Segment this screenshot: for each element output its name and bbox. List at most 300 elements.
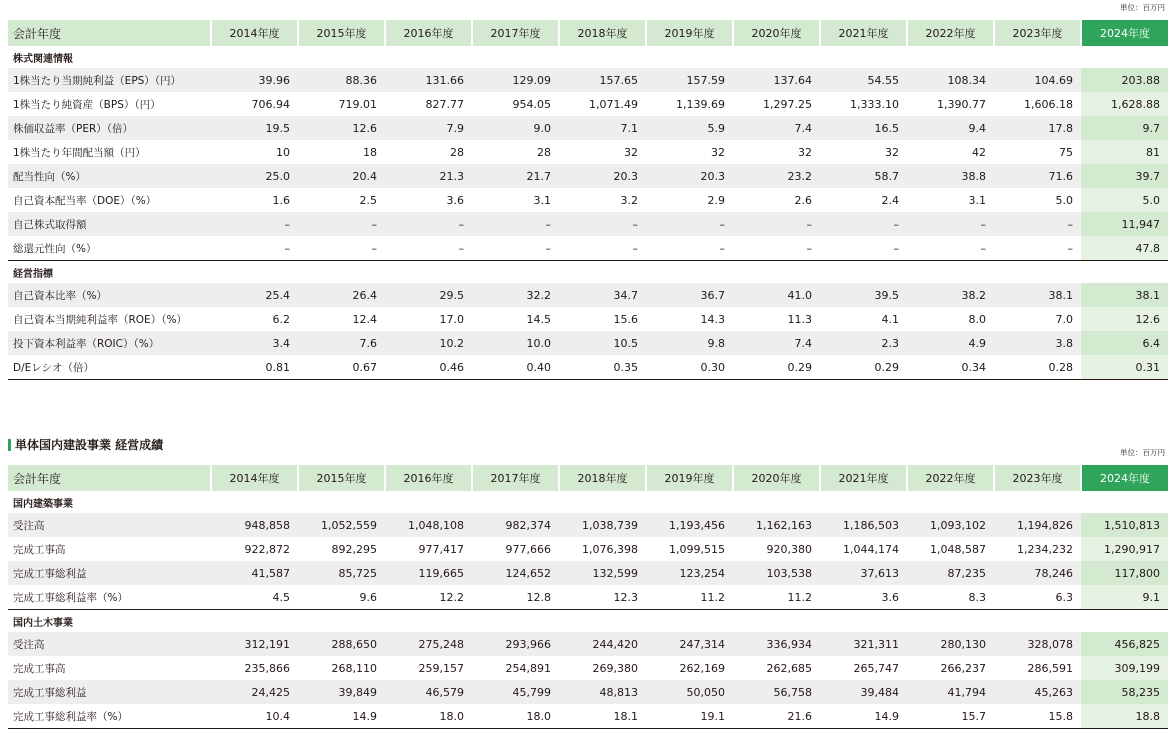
- value-cell: 954.05: [512, 97, 551, 111]
- value-cell: 1,234,232: [1017, 542, 1073, 556]
- value-cell: 81: [1081, 140, 1168, 164]
- header-year-cell: 2020年度: [733, 20, 820, 46]
- header-year-cell: 2021年度: [820, 20, 907, 46]
- table-row: [8, 513, 1168, 537]
- value-cell: 19.5: [211, 116, 298, 140]
- value-cell: 41,587: [211, 561, 298, 585]
- value-cell: 38.1: [1081, 283, 1168, 307]
- value-cell: 12.2: [439, 590, 464, 604]
- value-cell: 85,725: [298, 561, 385, 585]
- value-cell: –: [806, 241, 812, 255]
- value-cell: 719.01: [338, 97, 377, 111]
- value-cell: 1,193,456: [646, 513, 733, 537]
- value-cell: 827.77: [425, 97, 464, 111]
- value-cell: –: [893, 241, 899, 255]
- value-cell: 34.7: [559, 283, 646, 307]
- value-cell: 15.6: [613, 312, 638, 326]
- value-cell: 38.8: [907, 164, 994, 188]
- value-cell: 39,849: [298, 680, 385, 704]
- value-cell: 29.5: [385, 283, 472, 307]
- header-year-cell: 2018年度: [559, 465, 646, 491]
- value-cell: 17.8: [994, 116, 1081, 140]
- header-year-cell: 2017年度: [472, 20, 559, 46]
- header-year-cell: 2020年度: [733, 465, 820, 491]
- header-year-cell: 2021年度: [820, 465, 907, 491]
- value-cell: 1,048,587: [930, 542, 986, 556]
- value-cell: 32.2: [472, 283, 559, 307]
- value-cell: 20.3: [646, 164, 733, 188]
- value-cell: 14.9: [298, 704, 385, 729]
- value-cell: 0.46: [385, 355, 472, 380]
- value-cell: –: [646, 212, 733, 236]
- value-cell: 45,263: [994, 680, 1081, 704]
- value-cell: 28: [537, 145, 551, 159]
- value-cell: 56,758: [733, 680, 820, 704]
- value-cell: 6.4: [1081, 331, 1168, 355]
- value-cell: 247,314: [646, 632, 733, 656]
- value-cell: 336,934: [733, 632, 820, 656]
- value-cell: 982,374: [472, 513, 559, 537]
- value-cell: –: [980, 241, 986, 255]
- value-cell: 87,235: [907, 561, 994, 585]
- value-cell: 15.8: [994, 704, 1081, 729]
- value-cell: 104.69: [994, 68, 1081, 92]
- value-cell: –: [458, 241, 464, 255]
- value-cell: 7.1: [559, 116, 646, 140]
- value-cell: 1,139.69: [676, 97, 725, 111]
- domestic-construction-table: [8, 465, 1166, 729]
- value-cell: 9.6: [359, 590, 377, 604]
- value-cell: 7.4: [733, 116, 820, 140]
- row-label: 完成工事総利益率（%）: [13, 591, 128, 604]
- value-cell: 3.4: [211, 331, 298, 355]
- value-cell: 20.3: [559, 164, 646, 188]
- value-cell: 706.94: [251, 97, 290, 111]
- value-cell: 32: [798, 145, 812, 159]
- value-cell: 131.66: [385, 68, 472, 92]
- value-cell: 47.8: [1081, 236, 1168, 261]
- value-cell: 39.96: [211, 68, 298, 92]
- row-label: 総還元性向（%）: [13, 242, 97, 255]
- row-label: 1株当たり年間配当額（円）: [13, 146, 146, 159]
- value-cell: 1,194,826: [994, 513, 1081, 537]
- table-row: [8, 632, 1168, 656]
- value-cell: 36.7: [646, 283, 733, 307]
- value-cell: 11,947: [1081, 212, 1168, 236]
- section-row: [8, 610, 1168, 633]
- row-label: 株価収益率（PER）（倍）: [8, 116, 211, 140]
- value-cell: 7.0: [1055, 312, 1073, 326]
- value-cell: 1,071.49: [589, 97, 638, 111]
- value-cell: 8.0: [968, 312, 986, 326]
- value-cell: 9.0: [472, 116, 559, 140]
- header-row: [8, 20, 1168, 46]
- value-cell: 9.4: [907, 116, 994, 140]
- header-year-cell: 2014年度: [211, 20, 298, 46]
- value-cell: 7.4: [733, 331, 820, 355]
- heading-accent-bar: [8, 439, 11, 451]
- value-cell: 18.8: [1081, 704, 1168, 729]
- value-cell: –: [733, 212, 820, 236]
- shareholder-table: [8, 20, 1166, 380]
- value-cell: 262,169: [679, 661, 725, 675]
- value-cell: 26.4: [298, 283, 385, 307]
- value-cell: 1,052,559: [298, 513, 385, 537]
- table-row: [8, 680, 1168, 704]
- value-cell: –: [472, 212, 559, 236]
- value-cell: 0.81: [211, 355, 298, 380]
- row-label: 配当性向（%）: [8, 164, 211, 188]
- row-label: 投下資本利益率（ROIC）（%）: [8, 331, 211, 355]
- value-cell: 3.6: [446, 193, 464, 207]
- row-label: 完成工事総利益: [8, 680, 211, 704]
- value-cell: –: [820, 212, 907, 236]
- value-cell: 75: [1059, 145, 1073, 159]
- value-cell: 1,099,515: [669, 542, 725, 556]
- value-cell: 3.1: [533, 193, 551, 207]
- value-cell: 15.7: [907, 704, 994, 729]
- value-cell: 1,333.10: [850, 97, 899, 111]
- row-label: 自己株式取得額: [8, 212, 211, 236]
- value-cell: 10.5: [559, 331, 646, 355]
- value-cell: 244,420: [559, 632, 646, 656]
- header-year-cell: 2015年度: [298, 465, 385, 491]
- value-cell: 2.3: [820, 331, 907, 355]
- value-cell: 39.7: [1081, 164, 1168, 188]
- value-cell: 16.5: [820, 116, 907, 140]
- row-label: 受注高: [8, 632, 211, 656]
- section-row: [8, 491, 1168, 513]
- row-label: 完成工事高: [13, 662, 66, 675]
- section-title: 国内建築事業: [13, 498, 73, 510]
- header-year-cell: 2016年度: [385, 20, 472, 46]
- table-row: [8, 164, 1168, 188]
- value-cell: 0.35: [559, 355, 646, 380]
- row-label: 完成工事総利益: [8, 561, 211, 585]
- value-cell: 10.4: [211, 704, 298, 729]
- value-cell: 9.7: [1081, 116, 1168, 140]
- value-cell: 269,380: [592, 661, 638, 675]
- header-year-cell: 2018年度: [559, 20, 646, 46]
- value-cell: 39.5: [820, 283, 907, 307]
- value-cell: 18: [363, 145, 377, 159]
- value-cell: 6.2: [272, 312, 290, 326]
- value-cell: 11.2: [787, 590, 812, 604]
- value-cell: 108.34: [907, 68, 994, 92]
- header-year-cell: 2015年度: [298, 20, 385, 46]
- header-year-cell: 2014年度: [211, 465, 298, 491]
- header-row: [8, 465, 1168, 491]
- table-row: [8, 140, 1168, 164]
- value-cell: 10.0: [472, 331, 559, 355]
- row-label: 自己資本配当率（DOE）（%）: [13, 194, 157, 207]
- value-cell: 3.8: [994, 331, 1081, 355]
- value-cell: 32: [885, 145, 899, 159]
- value-cell: –: [284, 241, 290, 255]
- value-cell: 0.31: [1081, 355, 1168, 380]
- value-cell: 321,311: [820, 632, 907, 656]
- value-cell: 1.6: [272, 193, 290, 207]
- value-cell: 275,248: [385, 632, 472, 656]
- row-label: D/Eレシオ（倍）: [8, 355, 211, 380]
- value-cell: 32: [711, 145, 725, 159]
- value-cell: 266,237: [940, 661, 986, 675]
- table-row: [8, 92, 1168, 116]
- value-cell: 1,093,102: [907, 513, 994, 537]
- value-cell: 18.0: [385, 704, 472, 729]
- row-label: 自己資本比率（%）: [8, 283, 211, 307]
- value-cell: 71.6: [994, 164, 1081, 188]
- value-cell: 157.59: [646, 68, 733, 92]
- data-table: [8, 465, 1168, 729]
- value-cell: 0.29: [820, 355, 907, 380]
- value-cell: 5.0: [1081, 188, 1168, 212]
- value-cell: 119,665: [385, 561, 472, 585]
- value-cell: 2.6: [794, 193, 812, 207]
- value-cell: 456,825: [1081, 632, 1168, 656]
- section-title: 国内土木事業: [8, 610, 1168, 633]
- value-cell: 1,186,503: [820, 513, 907, 537]
- value-cell: –: [545, 241, 551, 255]
- value-cell: 124,652: [472, 561, 559, 585]
- header-year-cell: 2022年度: [907, 465, 994, 491]
- value-cell: 286,591: [1027, 661, 1073, 675]
- header-year-cell: 2019年度: [646, 20, 733, 46]
- header-year-cell: 2022年度: [907, 20, 994, 46]
- value-cell: 4.5: [272, 590, 290, 604]
- value-cell: –: [907, 212, 994, 236]
- header-year-cell: 2024年度: [1081, 20, 1168, 46]
- value-cell: 293,966: [472, 632, 559, 656]
- value-cell: 7.6: [298, 331, 385, 355]
- value-cell: 259,157: [418, 661, 464, 675]
- header-year-cell: 2023年度: [994, 465, 1081, 491]
- value-cell: 38.2: [907, 283, 994, 307]
- value-cell: 312,191: [211, 632, 298, 656]
- value-cell: 18.0: [472, 704, 559, 729]
- table-row: [8, 585, 1168, 610]
- value-cell: 235,866: [244, 661, 290, 675]
- value-cell: 288,650: [298, 632, 385, 656]
- value-cell: 41,794: [907, 680, 994, 704]
- value-cell: 1,038,739: [559, 513, 646, 537]
- value-cell: 10.2: [385, 331, 472, 355]
- header-year-cell: 2024年度: [1081, 465, 1168, 491]
- data-table: [8, 20, 1168, 380]
- header-year-cell: 2019年度: [646, 465, 733, 491]
- table-row: [8, 704, 1168, 729]
- value-cell: 25.4: [211, 283, 298, 307]
- table-row: [8, 236, 1168, 261]
- header-year-cell: 2023年度: [994, 20, 1081, 46]
- value-cell: 50,050: [646, 680, 733, 704]
- value-cell: 1,044,174: [843, 542, 899, 556]
- value-cell: 21.3: [385, 164, 472, 188]
- value-cell: 9.8: [646, 331, 733, 355]
- value-cell: 2.9: [707, 193, 725, 207]
- value-cell: 3.6: [881, 590, 899, 604]
- table-row: [8, 212, 1168, 236]
- table-row: [8, 355, 1168, 380]
- value-cell: 123,254: [646, 561, 733, 585]
- row-label: 自己資本当期純利益率（ROE）（%）: [13, 313, 187, 326]
- header-label-cell: 会計年度: [8, 20, 211, 46]
- table-row: [8, 188, 1168, 212]
- section-row: [8, 261, 1168, 284]
- value-cell: 157.65: [559, 68, 646, 92]
- value-cell: 21.7: [472, 164, 559, 188]
- value-cell: 1,510,813: [1081, 513, 1168, 537]
- value-cell: 18.1: [559, 704, 646, 729]
- section-title: 株式関連情報: [13, 53, 73, 65]
- table-row: [8, 561, 1168, 585]
- value-cell: 12.8: [526, 590, 551, 604]
- value-cell: 103,538: [733, 561, 820, 585]
- value-cell: 254,891: [505, 661, 551, 675]
- value-cell: 1,290,917: [1081, 537, 1168, 561]
- value-cell: 117,800: [1081, 561, 1168, 585]
- value-cell: 39,484: [820, 680, 907, 704]
- section-title: 経営指標: [8, 261, 1168, 284]
- value-cell: 46,579: [385, 680, 472, 704]
- section-heading: [8, 436, 163, 453]
- value-cell: 78,246: [994, 561, 1081, 585]
- value-cell: –: [385, 212, 472, 236]
- value-cell: –: [994, 212, 1081, 236]
- value-cell: 28: [450, 145, 464, 159]
- value-cell: 977,666: [505, 542, 551, 556]
- row-label: 完成工事総利益率（%）: [8, 704, 211, 729]
- value-cell: 0.40: [472, 355, 559, 380]
- value-cell: 1,297.25: [763, 97, 812, 111]
- value-cell: –: [1067, 241, 1073, 255]
- value-cell: 6.3: [1055, 590, 1073, 604]
- value-cell: 203.88: [1081, 68, 1168, 92]
- section-heading-text: 単体国内建設事業 経営成績: [15, 438, 164, 452]
- value-cell: 8.3: [968, 590, 986, 604]
- value-cell: 12.3: [613, 590, 638, 604]
- value-cell: 129.09: [472, 68, 559, 92]
- header-year-cell: 2016年度: [385, 465, 472, 491]
- value-cell: 4.1: [881, 312, 899, 326]
- value-cell: 2.4: [881, 193, 899, 207]
- value-cell: –: [371, 241, 377, 255]
- value-cell: 58,235: [1081, 680, 1168, 704]
- row-label: 受注高: [8, 513, 211, 537]
- value-cell: 9.1: [1081, 585, 1168, 610]
- value-cell: 265,747: [853, 661, 899, 675]
- value-cell: 12.6: [1081, 307, 1168, 331]
- value-cell: 42: [972, 145, 986, 159]
- value-cell: 1,076,398: [582, 542, 638, 556]
- value-cell: 23.2: [733, 164, 820, 188]
- value-cell: 5.0: [1055, 193, 1073, 207]
- table-row: [8, 656, 1168, 680]
- row-label: 完成工事高: [13, 543, 66, 556]
- table-row: [8, 283, 1168, 307]
- value-cell: 14.9: [820, 704, 907, 729]
- value-cell: 3.1: [968, 193, 986, 207]
- unit-label-bottom: 単位：百万円: [1120, 448, 1165, 457]
- value-cell: 309,199: [1081, 656, 1168, 680]
- value-cell: 11.2: [700, 590, 725, 604]
- value-cell: 37,613: [820, 561, 907, 585]
- table-row: [8, 116, 1168, 140]
- value-cell: 268,110: [331, 661, 377, 675]
- value-cell: 3.2: [620, 193, 638, 207]
- value-cell: 1,162,163: [733, 513, 820, 537]
- value-cell: 7.9: [385, 116, 472, 140]
- value-cell: –: [632, 241, 638, 255]
- value-cell: 920,380: [766, 542, 812, 556]
- value-cell: 58.7: [820, 164, 907, 188]
- value-cell: 1,390.77: [937, 97, 986, 111]
- value-cell: 1,628.88: [1081, 92, 1168, 116]
- value-cell: 19.1: [646, 704, 733, 729]
- section-row: [8, 46, 1168, 68]
- value-cell: 2.5: [359, 193, 377, 207]
- value-cell: 262,685: [766, 661, 812, 675]
- value-cell: 88.36: [298, 68, 385, 92]
- row-label: 1株当たり当期純利益（EPS）（円）: [8, 68, 211, 92]
- value-cell: 137.64: [733, 68, 820, 92]
- value-cell: 1,606.18: [1024, 97, 1073, 111]
- value-cell: 1,048,108: [385, 513, 472, 537]
- value-cell: 0.30: [646, 355, 733, 380]
- value-cell: 20.4: [298, 164, 385, 188]
- value-cell: –: [559, 212, 646, 236]
- value-cell: 32: [624, 145, 638, 159]
- value-cell: 25.0: [211, 164, 298, 188]
- value-cell: 280,130: [907, 632, 994, 656]
- value-cell: –: [719, 241, 725, 255]
- value-cell: 54.55: [820, 68, 907, 92]
- value-cell: 14.3: [700, 312, 725, 326]
- value-cell: 10: [276, 145, 290, 159]
- value-cell: 38.1: [994, 283, 1081, 307]
- value-cell: 0.34: [907, 355, 994, 380]
- header-year-cell: 2017年度: [472, 465, 559, 491]
- value-cell: –: [211, 212, 298, 236]
- value-cell: 948,858: [211, 513, 298, 537]
- value-cell: 48,813: [559, 680, 646, 704]
- value-cell: 328,078: [994, 632, 1081, 656]
- value-cell: 12.4: [352, 312, 377, 326]
- value-cell: 41.0: [733, 283, 820, 307]
- value-cell: 11.3: [787, 312, 812, 326]
- value-cell: 132,599: [559, 561, 646, 585]
- value-cell: 14.5: [526, 312, 551, 326]
- value-cell: 24,425: [211, 680, 298, 704]
- value-cell: 0.29: [733, 355, 820, 380]
- table-row: [8, 537, 1168, 561]
- value-cell: 5.9: [646, 116, 733, 140]
- header-label-cell: 会計年度: [8, 465, 211, 491]
- table-row: [8, 331, 1168, 355]
- table-row: [8, 68, 1168, 92]
- value-cell: 21.6: [733, 704, 820, 729]
- value-cell: 0.67: [298, 355, 385, 380]
- value-cell: 977,417: [418, 542, 464, 556]
- value-cell: 892,295: [331, 542, 377, 556]
- value-cell: 45,799: [472, 680, 559, 704]
- row-label: 1株当たり純資産（BPS）（円）: [13, 98, 161, 111]
- value-cell: 12.6: [298, 116, 385, 140]
- value-cell: –: [298, 212, 385, 236]
- unit-label-top: 単位：百万円: [1120, 3, 1165, 12]
- value-cell: 922,872: [244, 542, 290, 556]
- value-cell: 17.0: [439, 312, 464, 326]
